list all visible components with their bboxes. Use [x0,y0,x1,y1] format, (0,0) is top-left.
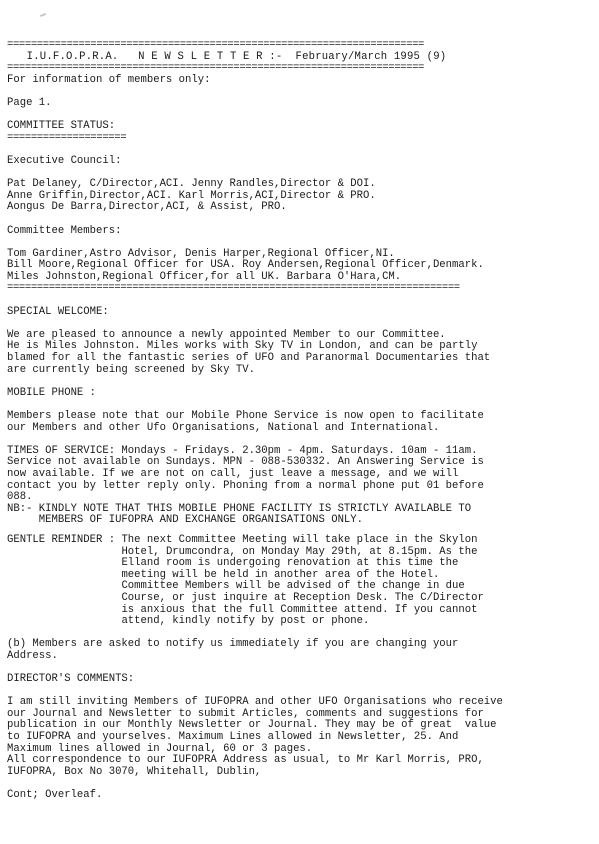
reminder-line: is anxious that the full Committee attend. If you cannot [121,603,478,616]
reminder-line: Course, or just inquire at Reception Desk. The C/Director [121,591,484,604]
director-line: I am still inviting Members of IUFOPRA and other UFO Organisations who receive [7,696,503,709]
note-line: MEMBERS OF IUFOPRA AND EXCHANGE ORGANISATIONS ONLY. [7,514,364,527]
director-line: All correspondence to our IUFOPRA Address as usual, to Mr Karl Morris, PRO, [7,754,484,767]
welcome-line: blamed for all the fantastic series of UFO and Paranormal Documentaries that [7,352,491,365]
directors-comments-heading: DIRECTOR'S COMMENTS: [7,673,135,686]
member-line: Miles Johnston,Regional Officer,for all UK. Barbara O'Hara,CM. [7,270,402,283]
director-line: IUFOPRA, Box No 3070, Whitehall, Dublin, [7,765,262,778]
director-line: our Journal and Newsletter to submit Articles, comments and suggestions for [7,707,484,720]
director-line: publication in our Monthly Newsletter or Journal. They may be of great value [7,719,497,732]
reminder-line: attend, kindly notify by post or phone. [121,615,370,628]
continued-overleaf: Cont; Overleaf. [7,789,103,801]
executive-line: Pat Delaney, C/Director,ACI. Jenny Randles,Director & DOI. [7,178,376,191]
page-number: Page 1. [7,96,52,109]
reminder-line: Elland room is undergoing renovation at this time the [121,557,459,570]
director-line: to IUFOPRA and yourselves. Maximum Lines allowed in Newsletter, 25. And [7,731,459,744]
member-line: Bill Moore,Regional Officer for USA. Roy Andersen,Regional Officer,Denmark. [7,259,484,272]
newsletter-title: I.U.F.O.P.R.A. N E W S L E T T E R :- February/March 1995 (9) [7,50,447,63]
newsletter-page [7,40,592,802]
committee-status-heading: COMMITTEE STATUS: [7,120,116,133]
header-rule-top: ====================================================================== [7,40,425,51]
committee-rule-end: ============================================================================ [7,283,460,295]
welcome-line: He is Miles Johnston. Miles works with Sky TV in London, and can be partly [7,340,478,353]
members-only-notice: For information of members only: [7,73,211,86]
address-notice-line: Address. [7,649,58,662]
special-welcome-heading: SPECIAL WELCOME: [7,305,109,318]
mobile-line: our Members and other Ufo Organisations, National and International. [7,421,440,434]
gentle-reminder-label: GENTLE REMINDER : [7,533,122,546]
reminder-line: Hotel, Drumcondra, on Monday May 29th, at 8.15pm. As the [121,545,478,558]
welcome-line: are currently being screened by Sky TV. [7,363,255,376]
executive-line: Aongus De Barra,Director,ACI, & Assist, PRO. [7,201,287,214]
service-line: now available. If we are not on call, just leave a message, and we will [7,467,459,480]
mobile-line: Members please note that our Mobile Phone Service is now open to facilitate [7,410,484,422]
scan-speck [40,13,46,17]
executive-council-heading: Executive Council: [7,154,122,167]
director-line: Maximum lines allowed in Journal, 60 or 3 pages. [7,742,313,755]
service-line: contact you by letter reply only. Phoning from a normal phone put 01 before [7,479,484,492]
gentle-reminder-body [121,535,592,628]
reminder-line: Committee Members will be advised of the change in due [121,580,465,593]
gentle-reminder [7,535,592,628]
committee-status-rule: ==================== [7,132,127,144]
welcome-line: We are pleased to announce a newly appointed Member to our Committee. [7,328,446,341]
service-line: Service not available on Sundays. MPN - 088-530332. An Answering Service is [7,456,484,469]
address-notice-line: (b) Members are asked to notify us immediately if you are changing your [7,638,459,651]
header-rule-bottom: ====================================================================== [7,63,425,75]
note-line: NB:- KINDLY NOTE THAT THIS MOBILE PHONE FACILITY IS STRICTLY AVAILABLE TO [7,502,472,515]
committee-members-heading: Committee Members: [7,224,122,237]
executive-line: Anne Griffin,Director,ACI. Karl Morris,ACI,Director & PRO. [7,189,376,202]
service-line: TIMES OF SERVICE: Mondays - Fridays. 2.30pm - 4pm. Saturdays. 10am - 11am. [7,444,478,457]
member-line: Tom Gardiner,Astro Advisor, Denis Harper,Regional Officer,NI. [7,247,395,260]
reminder-line: The next Committee Meeting will take place in the Skylon [121,533,478,546]
reminder-line: meeting will be held in another area of the Hotel. [121,568,440,581]
service-line: 088. [7,491,33,504]
mobile-phone-heading: MOBILE PHONE : [7,386,97,399]
